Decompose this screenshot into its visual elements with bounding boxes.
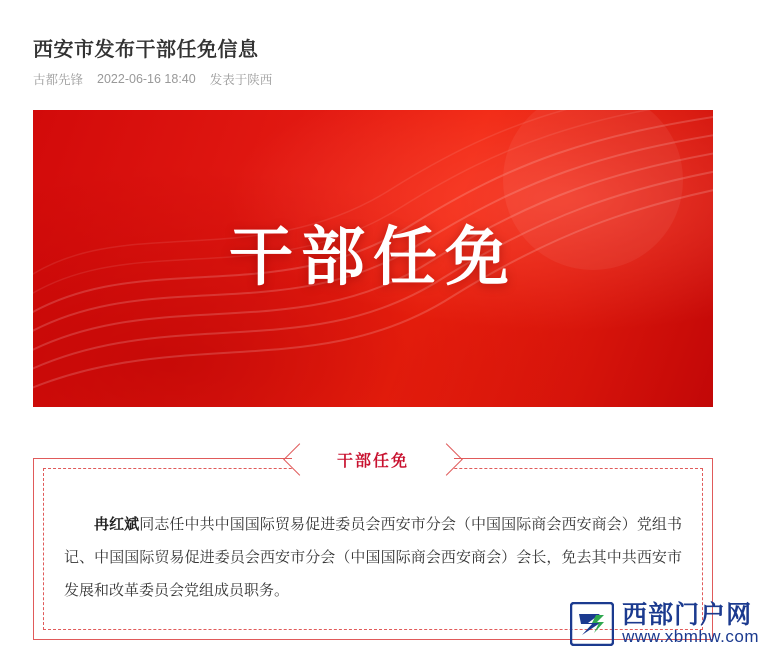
notice-ribbon-label: 干部任免 <box>336 452 409 470</box>
page-title: 西安市发布干部任免信息 <box>33 39 259 62</box>
notice-ribbon <box>292 442 454 476</box>
xbmhw-logo-icon <box>570 602 614 646</box>
meta-location: 发表于陕西 <box>209 73 273 87</box>
hero-banner <box>33 110 713 407</box>
meta-author: 古都先锋 <box>33 73 84 87</box>
meta-datetime: 2022-06-16 18:40 <box>97 72 196 86</box>
hero-banner-text: 干部任免 <box>229 221 517 295</box>
watermark-site-url: www.xbmhw.com <box>622 627 759 647</box>
watermark-site-name: 西部门户网 <box>622 600 753 629</box>
notice-body <box>64 508 682 607</box>
notice-body-text: 同志任中共中国国际贸易促进委员会西安市分会（中国国际商会西安商会）党组书记、中国国际贸易促进委员会西安市分会（中国国际商会西安商会）会长，免去其中共西安市发展和改革委员会党组成员职务。 <box>64 516 682 599</box>
notice-person-name: 冉红斌 <box>94 516 140 533</box>
watermark <box>570 596 759 652</box>
article-meta <box>33 70 286 88</box>
